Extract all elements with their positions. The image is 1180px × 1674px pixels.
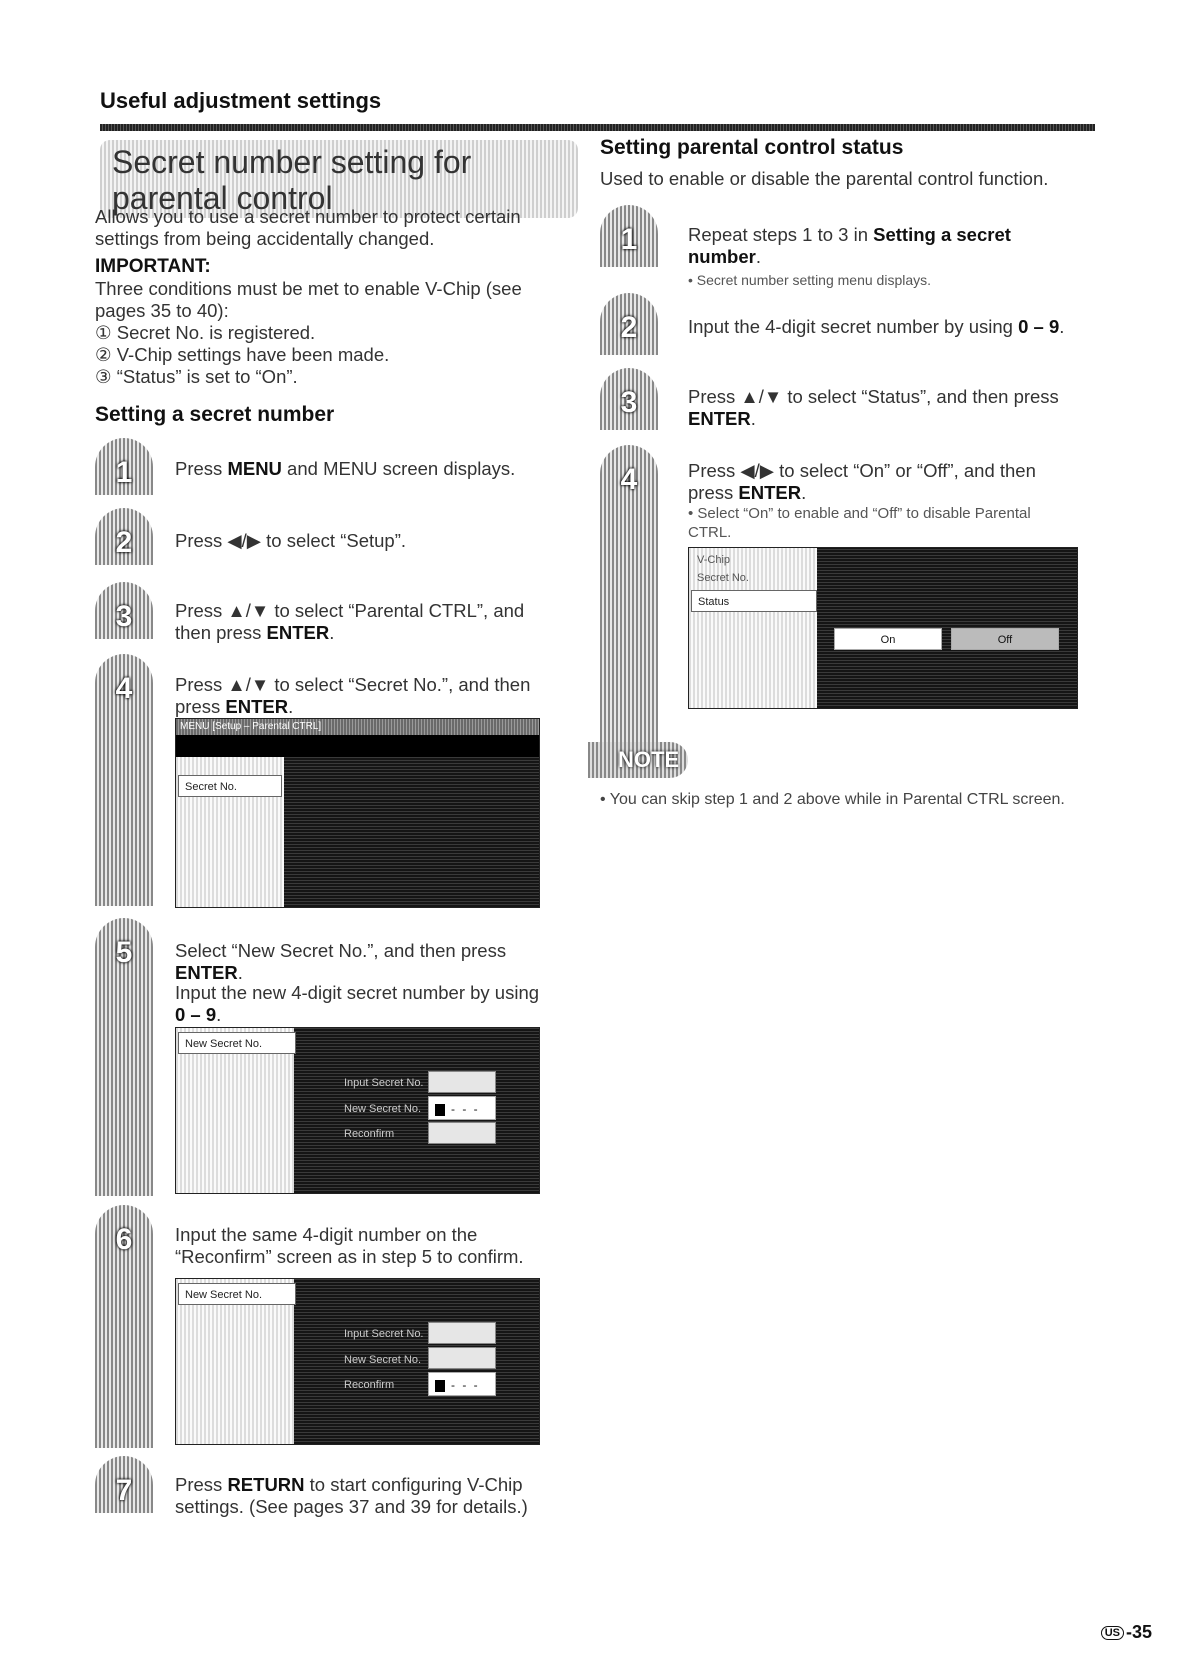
label-input-secret-no: Input Secret No. <box>344 1077 424 1089</box>
header-rule <box>100 124 1095 131</box>
step-text: Input the same 4-digit number on the “Reconfirm” screen as in step 5 to confirm. <box>175 1224 524 1267</box>
step-text: Press RETURN to start configuring V-Chip settings. (See pages 37 and 39 for details.) <box>175 1474 528 1517</box>
label-reconfirm: Reconfirm <box>344 1379 395 1391</box>
screen-secret-no <box>175 718 540 908</box>
menu-item-vchip[interactable]: V-Chip <box>697 554 731 566</box>
step-badge: 7 <box>95 1456 153 1513</box>
step-subtext: • Secret number setting menu displays. <box>688 272 932 288</box>
note-badge: NOTE <box>588 742 688 778</box>
step-badge: 1 <box>95 438 153 495</box>
step-badge: 5 <box>95 918 153 1196</box>
condition-1: ① Secret No. is registered. <box>95 322 316 343</box>
intro-text: Allows you to use a secret number to protect certain settings from being accidentally changed. <box>95 206 521 249</box>
important-text: Three conditions must be met to enable V-Chip (see pages 35 to 40): <box>95 278 522 321</box>
new-secret-bar <box>428 1347 496 1369</box>
step-badge: 3 <box>95 582 153 639</box>
option-on[interactable]: On <box>834 628 942 650</box>
screen-reconfirm <box>175 1278 540 1445</box>
step-text: Press ▲/▼ to select “Status”, and then press ENTER. <box>688 386 1059 429</box>
label-new-secret-no: New Secret No. <box>344 1354 422 1366</box>
menu-item-secret-no[interactable]: Secret No. <box>178 775 282 797</box>
menu-item-status[interactable]: Status <box>691 590 817 612</box>
banner-title: Secret number setting for parental control <box>112 144 472 216</box>
menu-item-secret-no[interactable]: Secret No. <box>697 572 749 584</box>
step-badge: 4 <box>95 654 153 906</box>
step-text: Repeat steps 1 to 3 in Setting a secret number. <box>688 224 1011 267</box>
menu-item-new-secret-no[interactable]: New Secret No. <box>178 1283 296 1305</box>
section-heading: Setting a secret number <box>95 403 335 426</box>
menu-spacer <box>176 735 539 757</box>
note-text: • You can skip step 1 and 2 above while in Parental CTRL screen. <box>600 791 1065 808</box>
step-text: Press ▲/▼ to select “Parental CTRL”, and then press ENTER. <box>175 600 525 643</box>
label-input-secret-no: Input Secret No. <box>344 1328 424 1340</box>
page-header: Useful adjustment settings <box>100 88 382 113</box>
step-badge: 4 <box>600 445 658 747</box>
screen-new-secret-no <box>175 1027 540 1194</box>
input-secret-bar <box>428 1071 496 1093</box>
label-new-secret-no: New Secret No. <box>344 1103 422 1115</box>
menu-item-new-secret-no[interactable]: New Secret No. <box>178 1032 296 1054</box>
reconfirm-input[interactable]: - - - <box>428 1372 496 1396</box>
step-text: Select “New Secret No.”, and then press ENTER. <box>175 940 507 983</box>
step-badge: 2 <box>95 508 153 565</box>
step-text: Press ▲/▼ to select “Secret No.”, and then press ENTER. <box>175 674 531 717</box>
section-heading: Setting parental control status <box>600 136 904 159</box>
step-text: Input the 4-digit secret number by using 0 – 9. <box>688 316 1065 337</box>
new-secret-input[interactable]: - - - <box>428 1096 496 1120</box>
step-badge: 6 <box>95 1205 153 1448</box>
condition-2: ② V-Chip settings have been made. <box>95 344 390 365</box>
input-secret-bar <box>428 1322 496 1344</box>
important-label: IMPORTANT: <box>95 256 211 277</box>
condition-3: ③ “Status” is set to “On”. <box>95 366 298 387</box>
label-reconfirm: Reconfirm <box>344 1128 395 1140</box>
menu-bar: MENU [Setup – Parental CTRL] <box>176 719 539 735</box>
step-badge: 3 <box>600 368 658 430</box>
step-text: Input the new 4-digit secret number by using 0 – 9. <box>175 982 540 1025</box>
screen-status <box>688 547 1078 709</box>
reconfirm-bar <box>428 1122 496 1144</box>
page-number: US -35 <box>1101 1622 1152 1643</box>
step-text: Press ◀/▶ to select “On” or “Off”, and then press ENTER. <box>688 460 1036 503</box>
option-off[interactable]: Off <box>951 628 1059 650</box>
step-badge: 2 <box>600 293 658 355</box>
step-text: Press MENU and MENU screen displays. <box>175 458 516 479</box>
section-intro: Used to enable or disable the parental control function. <box>600 168 1049 189</box>
step-subtext: • Select “On” to enable and “Off” to disable Parental CTRL. <box>688 505 1031 541</box>
step-badge: 1 <box>600 205 658 267</box>
step-text: Press ◀/▶ to select “Setup”. <box>175 530 407 551</box>
